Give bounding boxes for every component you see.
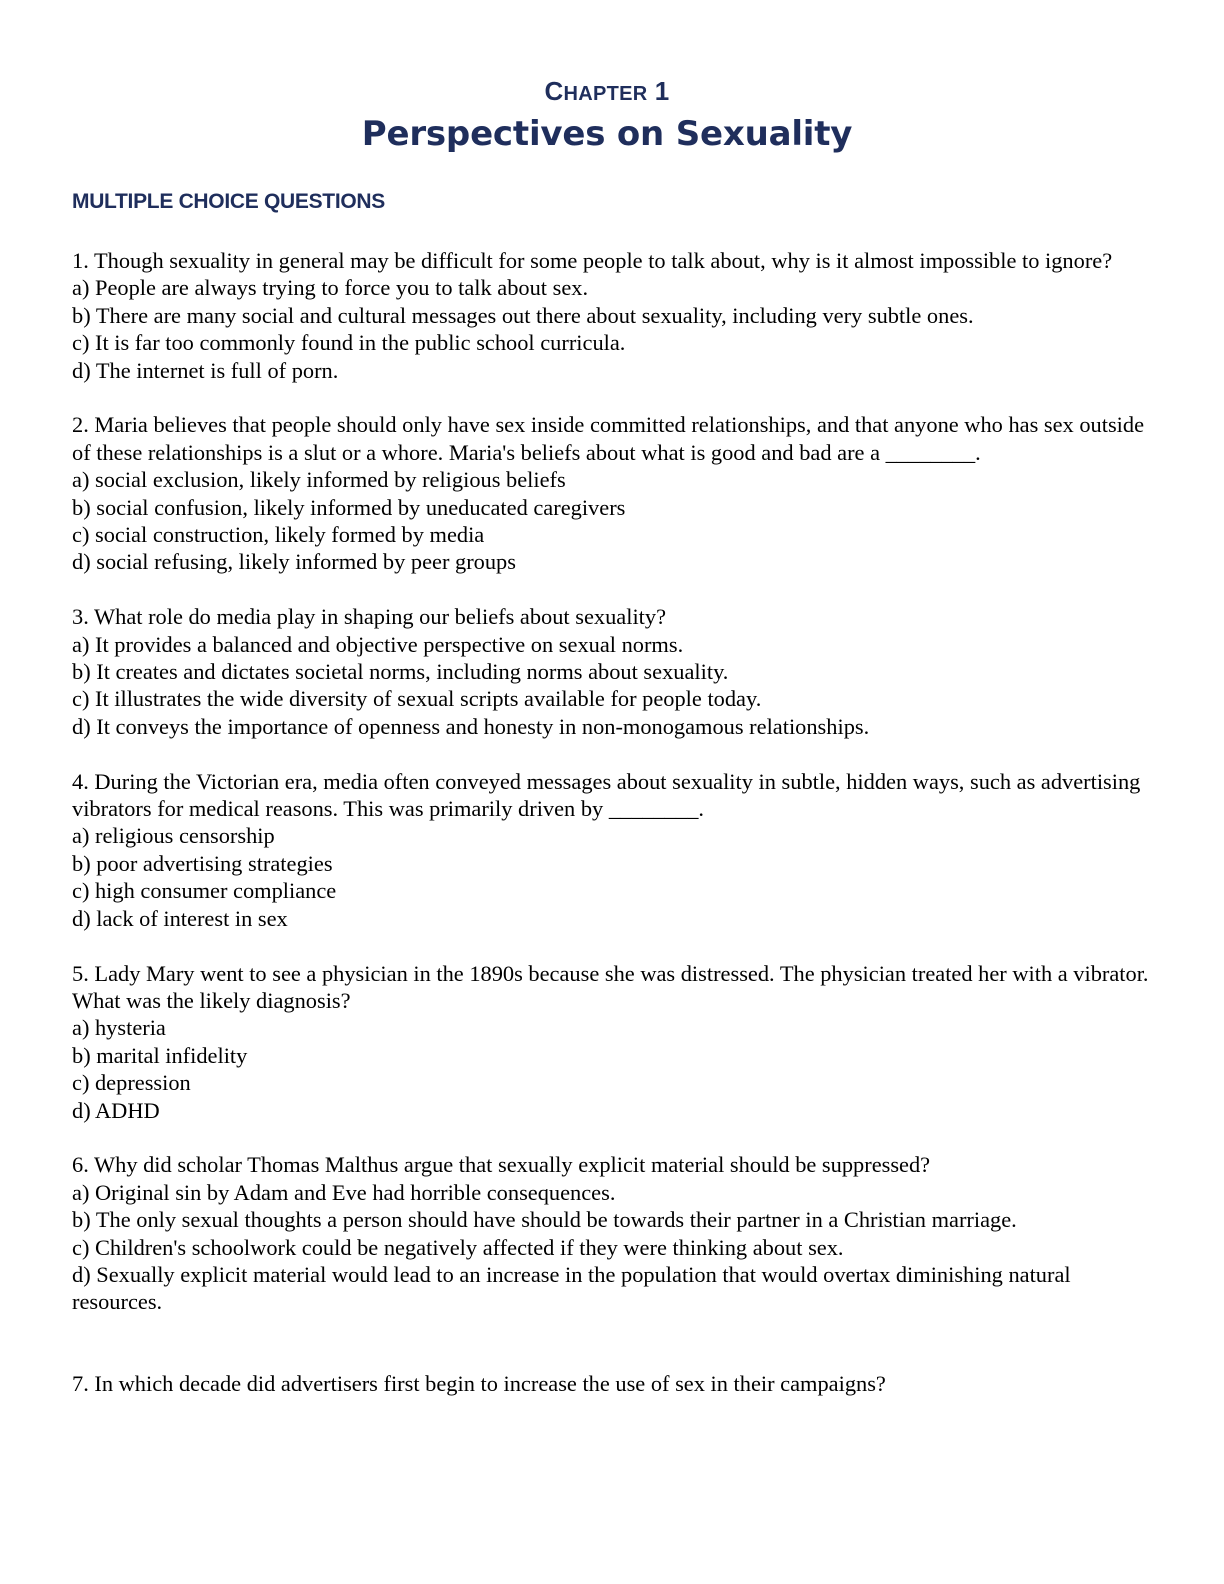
chapter-label-rest: HAPTER	[563, 83, 648, 105]
answer-option: d) It conveys the importance of openness and honesty in non-monogamous relationships.	[72, 713, 870, 739]
answer-option: d) social refusing, likely informed by peer groups	[72, 549, 516, 575]
question-6	[72, 1151, 1152, 1315]
question-4	[72, 768, 1152, 932]
answer-option: a) social exclusion, likely informed by religious beliefs	[72, 467, 566, 493]
answer-option: c) social construction, likely formed by media	[72, 522, 485, 548]
answer-option: d) lack of interest in sex	[72, 905, 288, 931]
question-stem: 3. What role do media play in shaping our beliefs about sexuality?	[72, 604, 667, 630]
question-2	[72, 411, 1152, 575]
answer-option: c) It illustrates the wide diversity of sexual scripts available for people today.	[72, 686, 762, 712]
chapter-label-initial: C	[544, 76, 564, 106]
question-stem: 1. Though sexuality in general may be difficult for some people to talk about, why is it almost impossible to ignore?	[72, 248, 1113, 273]
chapter-label	[0, 76, 1214, 107]
answer-option: a) People are always trying to force you to talk about sex.	[72, 275, 589, 301]
answer-option: b) social confusion, likely informed by uneducated caregivers	[72, 494, 626, 520]
question-stem: 6. Why did scholar Thomas Malthus argue that sexually explicit material should be suppressed?	[72, 1152, 931, 1178]
section-heading: MULTIPLE CHOICE QUESTIONS	[72, 190, 385, 213]
answer-option: b) poor advertising strategies	[72, 850, 333, 876]
question-3	[72, 603, 1152, 740]
answer-option: b) marital infidelity	[72, 1042, 248, 1068]
answer-option: c) depression	[72, 1070, 191, 1096]
answer-option: d) The internet is full of porn.	[72, 357, 339, 383]
chapter-number: 1	[654, 76, 670, 106]
chapter-title: Perspectives on Sexuality	[361, 114, 853, 154]
question-1	[72, 247, 1152, 384]
answer-option: a) It provides a balanced and objective perspective on sexual norms.	[72, 631, 684, 657]
answer-option: d) ADHD	[72, 1097, 160, 1123]
question-7	[72, 1370, 1152, 1397]
answer-option: b) The only sexual thoughts a person should have should be towards their partner in a Christian marriage.	[72, 1207, 1017, 1233]
answer-option: c) high consumer compliance	[72, 878, 337, 904]
answer-option: c) It is far too commonly found in the public school curricula.	[72, 330, 626, 356]
question-list	[72, 247, 1152, 1425]
question-stem: 2. Maria believes that people should only have sex inside committed relationships, and that anyone who has sex outside of these relationships is a slut or a whore. Maria's beliefs about what is good and bad are a ________.	[72, 412, 1145, 465]
question-5	[72, 960, 1152, 1124]
answer-option: a) hysteria	[72, 1015, 166, 1041]
answer-option: b) It creates and dictates societal norms, including norms about sexuality.	[72, 659, 729, 685]
answer-option: c) Children's schoolwork could be negatively affected if they were thinking about sex.	[72, 1234, 844, 1260]
question-stem: 5. Lady Mary went to see a physician in the 1890s because she was distressed. The physician treated her with a vibrator. What was the likely diagnosis?	[72, 960, 1149, 1013]
answer-option: b) There are many social and cultural messages out there about sexuality, including very subtle ones.	[72, 302, 974, 328]
answer-option: a) religious censorship	[72, 823, 275, 849]
answer-option: d) Sexually explicit material would lead to an increase in the population that would overtax diminishing natural resources.	[72, 1261, 1071, 1315]
answer-option: a) Original sin by Adam and Eve had horrible consequences.	[72, 1179, 616, 1205]
question-stem: 7. In which decade did advertisers first begin to increase the use of sex in their campaigns?	[72, 1370, 886, 1396]
question-stem: 4. During the Victorian era, media often conveyed messages about sexuality in subtle, hidden ways, such as advertising vibrators for medical reasons. This was primarily driven by ________.	[72, 768, 1141, 822]
